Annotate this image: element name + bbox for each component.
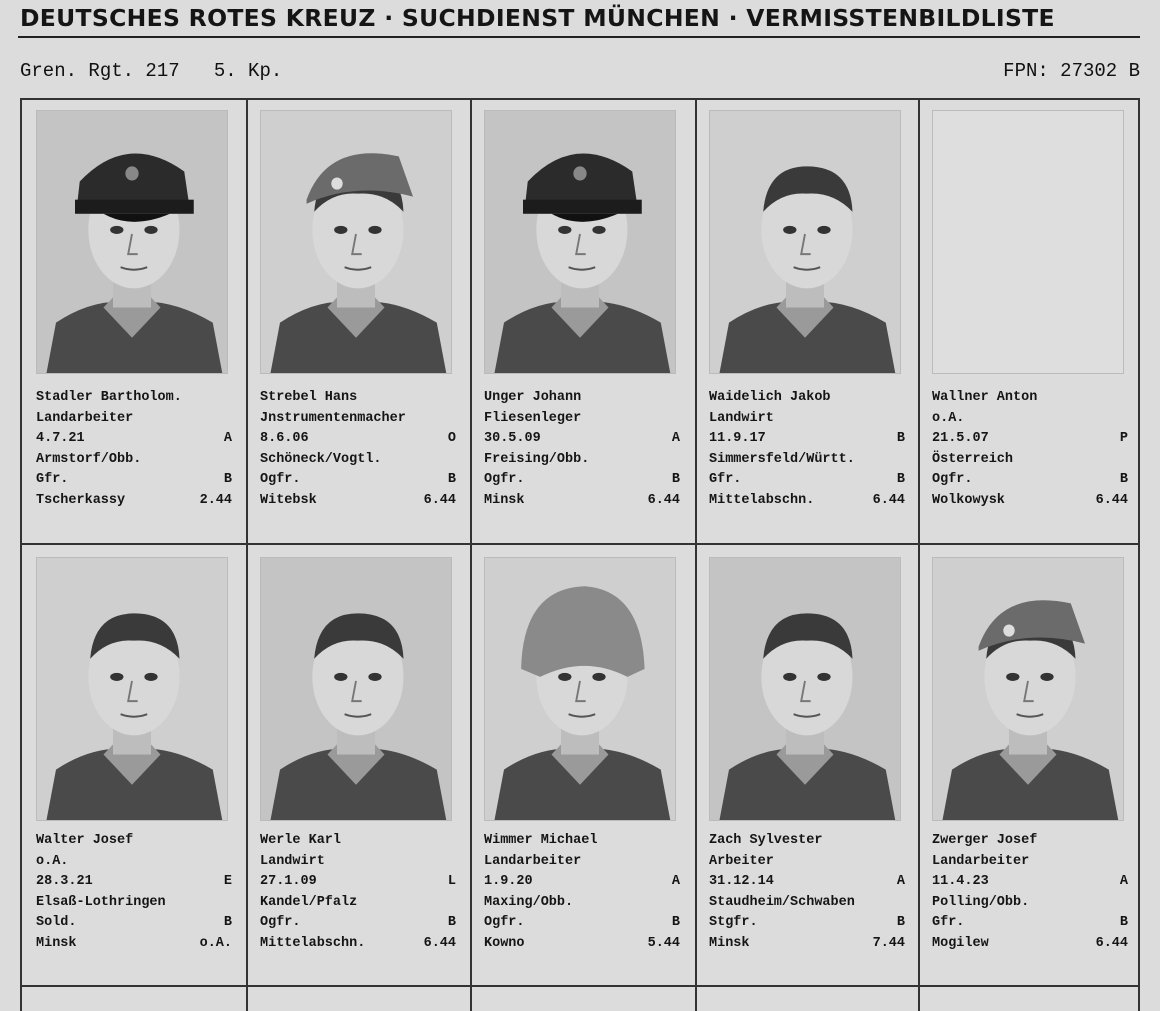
portrait-photo	[36, 557, 228, 821]
last-date: 6.44	[423, 935, 456, 951]
person-card	[470, 100, 695, 540]
person-name: Werle Karl	[260, 833, 342, 848]
info-row	[260, 450, 456, 471]
military-rank: Stgfr.	[709, 915, 758, 930]
birth-date: 28.3.21	[36, 874, 93, 889]
person-info	[932, 388, 1128, 511]
person-name: Walter Josef	[36, 833, 134, 848]
portrait-photo	[932, 557, 1124, 821]
last-date: 5.44	[647, 935, 680, 951]
info-row	[932, 852, 1128, 873]
person-name: Wimmer Michael	[484, 833, 598, 848]
portrait-photo	[932, 110, 1124, 374]
portrait-photo	[260, 557, 452, 821]
occupation: Arbeiter	[709, 853, 774, 869]
info-row	[932, 491, 1128, 512]
info-row	[484, 831, 680, 852]
military-rank: Gfr.	[709, 472, 742, 487]
region-code: A	[896, 874, 905, 889]
last-date: 6.44	[423, 492, 456, 508]
info-row	[260, 872, 456, 893]
last-date: 6.44	[1095, 935, 1128, 951]
info-row	[932, 409, 1128, 430]
portrait-photo	[260, 110, 452, 374]
last-location: Mogilew	[932, 935, 989, 951]
person-info	[709, 388, 905, 511]
birth-date: 21.5.07	[932, 431, 989, 446]
military-rank: Sold.	[36, 915, 77, 930]
person-card	[470, 543, 695, 983]
person-info	[260, 831, 456, 954]
home-place: Maxing/Obb.	[484, 894, 574, 910]
info-row	[484, 409, 680, 430]
region-code: E	[223, 874, 232, 889]
last-location: Tscherkassy	[36, 492, 126, 508]
info-row	[484, 893, 680, 914]
info-row	[36, 409, 232, 430]
person-info	[36, 388, 232, 511]
occupation: Jnstrumentenmacher	[260, 410, 406, 426]
person-info	[36, 831, 232, 954]
info-row	[709, 470, 905, 491]
status-code: B	[671, 472, 680, 487]
region-code: A	[671, 874, 680, 889]
info-row	[932, 388, 1128, 409]
home-place: Armstorf/Obb.	[36, 451, 142, 467]
person-name: Wallner Anton	[932, 390, 1038, 405]
last-location: Witebsk	[260, 492, 317, 508]
region-code: O	[447, 431, 456, 446]
info-row	[260, 429, 456, 450]
info-row	[484, 491, 680, 512]
info-row	[36, 388, 232, 409]
person-card	[918, 543, 1140, 983]
military-rank: Ogfr.	[484, 915, 525, 930]
birth-date: 8.6.06	[260, 431, 309, 446]
info-row	[260, 852, 456, 873]
status-code: B	[896, 472, 905, 487]
person-info	[709, 831, 905, 954]
home-place: Freising/Obb.	[484, 451, 590, 467]
occupation: Fliesenleger	[484, 410, 582, 426]
home-place: Elsaß-Lothringen	[36, 894, 166, 910]
info-row	[484, 450, 680, 471]
birth-date: 4.7.21	[36, 431, 85, 446]
info-row	[260, 934, 456, 955]
occupation: Landwirt	[260, 853, 325, 869]
portrait-photo	[709, 110, 901, 374]
info-row	[260, 470, 456, 491]
region-code: A	[671, 431, 680, 446]
last-location: Kowno	[484, 935, 525, 951]
status-code: B	[1119, 915, 1128, 930]
portrait-photo	[36, 110, 228, 374]
info-row	[709, 831, 905, 852]
info-row	[36, 934, 232, 955]
fpn-label: FPN: 27302 B	[1003, 60, 1140, 82]
region-code: B	[896, 431, 905, 446]
person-info	[932, 831, 1128, 954]
info-row	[36, 893, 232, 914]
portrait-photo	[709, 557, 901, 821]
info-row	[260, 388, 456, 409]
info-row	[36, 470, 232, 491]
region-code: L	[447, 874, 456, 889]
occupation: o.A.	[932, 410, 965, 426]
person-card	[246, 543, 470, 983]
info-row	[709, 491, 905, 512]
info-row	[36, 872, 232, 893]
military-rank: Ogfr.	[260, 472, 301, 487]
last-location: Mittelabschn.	[260, 935, 366, 951]
region-code: A	[1119, 874, 1128, 889]
person-name: Zwerger Josef	[932, 833, 1038, 848]
info-row	[709, 388, 905, 409]
header-rule	[18, 36, 1140, 38]
info-row	[260, 913, 456, 934]
info-row	[709, 872, 905, 893]
person-name: Strebel Hans	[260, 390, 358, 405]
info-row	[484, 388, 680, 409]
military-rank: Gfr.	[36, 472, 69, 487]
person-info	[484, 831, 680, 954]
birth-date: 11.9.17	[709, 431, 766, 446]
info-row	[36, 852, 232, 873]
person-name: Stadler Bartholom.	[36, 390, 182, 405]
last-date: 6.44	[872, 492, 905, 508]
military-rank: Ogfr.	[260, 915, 301, 930]
occupation: Landwirt	[709, 410, 774, 426]
info-row	[709, 450, 905, 471]
home-place: Österreich	[932, 451, 1014, 467]
info-row	[709, 934, 905, 955]
info-row	[260, 409, 456, 430]
info-row	[709, 852, 905, 873]
status-code: B	[447, 915, 456, 930]
birth-date: 31.12.14	[709, 874, 774, 889]
person-info	[260, 388, 456, 511]
last-date: o.A.	[199, 935, 232, 951]
occupation: Landarbeiter	[932, 853, 1030, 869]
military-rank: Gfr.	[932, 915, 965, 930]
info-row	[932, 470, 1128, 491]
last-location: Wolkowysk	[932, 492, 1005, 508]
person-name: Unger Johann	[484, 390, 582, 405]
info-row	[36, 491, 232, 512]
last-location: Minsk	[484, 492, 525, 508]
home-place: Staudheim/Schwaben	[709, 894, 855, 910]
status-code: B	[223, 472, 232, 487]
region-code: P	[1119, 431, 1128, 446]
portrait-photo	[484, 557, 676, 821]
info-row	[36, 913, 232, 934]
person-card	[22, 100, 246, 540]
status-code: B	[223, 915, 232, 930]
last-date: 6.44	[647, 492, 680, 508]
info-row	[36, 831, 232, 852]
info-row	[932, 450, 1128, 471]
status-code: B	[671, 915, 680, 930]
info-row	[484, 913, 680, 934]
last-location: Mittelabschn.	[709, 492, 815, 508]
home-place: Simmersfeld/Württ.	[709, 451, 855, 467]
info-row	[260, 831, 456, 852]
occupation: o.A.	[36, 853, 69, 869]
info-row	[260, 893, 456, 914]
info-row	[484, 852, 680, 873]
page-title: DEUTSCHES ROTES KREUZ · SUCHDIENST MÜNCHEN · VERMISSTENBILDLISTE	[20, 4, 1055, 32]
birth-date: 11.4.23	[932, 874, 989, 889]
person-card	[695, 543, 918, 983]
person-name: Waidelich Jakob	[709, 390, 831, 405]
info-row	[709, 913, 905, 934]
person-name: Zach Sylvester	[709, 833, 823, 848]
birth-date: 27.1.09	[260, 874, 317, 889]
person-card	[918, 100, 1140, 540]
info-row	[260, 491, 456, 512]
person-card	[695, 100, 918, 540]
info-row	[932, 831, 1128, 852]
unit-label: Gren. Rgt. 217 5. Kp.	[20, 60, 283, 82]
person-card	[22, 543, 246, 983]
home-place: Schöneck/Vogtl.	[260, 451, 382, 467]
occupation: Landarbeiter	[484, 853, 582, 869]
region-code: A	[223, 431, 232, 446]
person-card	[246, 100, 470, 540]
info-row	[932, 934, 1128, 955]
person-info	[484, 388, 680, 511]
last-location: Minsk	[36, 935, 77, 951]
info-row	[709, 409, 905, 430]
info-row	[36, 429, 232, 450]
birth-date: 1.9.20	[484, 874, 533, 889]
home-place: Polling/Obb.	[932, 894, 1030, 910]
info-row	[932, 872, 1128, 893]
last-date: 6.44	[1095, 492, 1128, 508]
last-location: Minsk	[709, 935, 750, 951]
info-row	[932, 893, 1128, 914]
info-row	[484, 934, 680, 955]
occupation: Landarbeiter	[36, 410, 134, 426]
home-place: Kandel/Pfalz	[260, 894, 358, 910]
status-code: B	[447, 472, 456, 487]
portrait-photo	[484, 110, 676, 374]
military-rank: Ogfr.	[932, 472, 973, 487]
last-date: 7.44	[872, 935, 905, 951]
military-rank: Ogfr.	[484, 472, 525, 487]
last-date: 2.44	[199, 492, 232, 508]
row-divider	[22, 985, 1140, 987]
info-row	[932, 913, 1128, 934]
info-row	[36, 450, 232, 471]
status-code: B	[1119, 472, 1128, 487]
info-row	[709, 893, 905, 914]
info-row	[484, 872, 680, 893]
info-row	[484, 470, 680, 491]
info-row	[709, 429, 905, 450]
info-row	[932, 429, 1128, 450]
status-code: B	[896, 915, 905, 930]
info-row	[484, 429, 680, 450]
birth-date: 30.5.09	[484, 431, 541, 446]
